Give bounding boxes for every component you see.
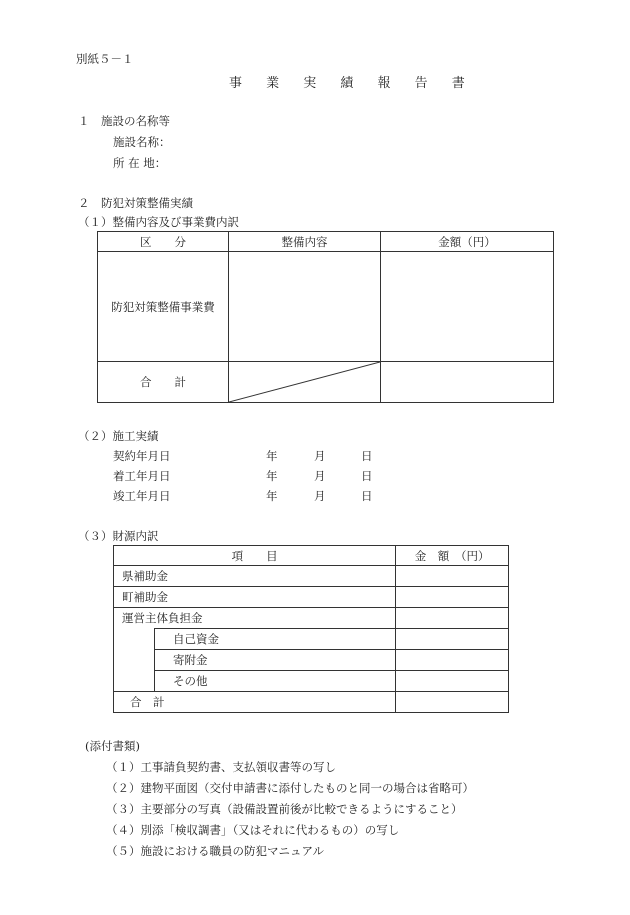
subitem-donations: 寄附金 xyxy=(155,650,396,671)
header-item: 項 目 xyxy=(114,546,396,566)
cell-total-amount xyxy=(381,362,554,403)
contract-year: 年 xyxy=(266,449,278,463)
attachments-heading: (添付書類) xyxy=(85,739,140,753)
contract-month: 月 xyxy=(314,449,326,463)
address-label: 所 在 地： xyxy=(113,156,167,170)
attachment-item: （２）建物平面図（交付申請書に添付したものと同一の場合は省略可） xyxy=(106,781,474,795)
indent-spacer xyxy=(114,629,155,650)
completion-date-label: 竣工年月日 xyxy=(113,489,171,503)
item-town-subsidy: 町補助金 xyxy=(114,587,396,608)
attachment-item: （１）工事請負契約書、支払領収書等の写し xyxy=(106,760,336,774)
amount-other xyxy=(396,671,509,692)
start-month: 月 xyxy=(314,469,326,483)
cell-contents xyxy=(229,252,381,362)
funding-table xyxy=(113,545,509,713)
amount-donations xyxy=(396,650,509,671)
indent-spacer xyxy=(114,671,155,692)
start-date-label: 着工年月日 xyxy=(113,469,171,483)
completion-day: 日 xyxy=(361,489,373,503)
attachment-item: （５）施設における職員の防犯マニュアル xyxy=(106,844,325,858)
amount-own-funds xyxy=(396,629,509,650)
amount-operator-burden xyxy=(396,608,509,629)
amount-town-subsidy xyxy=(396,587,509,608)
item-operator-burden: 運営主体負担金 xyxy=(114,608,396,629)
cost-breakdown-table xyxy=(97,231,554,403)
appendix-label: 別紙５－１ xyxy=(76,52,134,66)
item-prefecture-subsidy: 県補助金 xyxy=(114,566,396,587)
contract-date-label: 契約年月日 xyxy=(113,449,171,463)
diagonal-line xyxy=(229,362,380,402)
document-title: 事 業 実 績 報 告 書 xyxy=(229,76,475,91)
funding-total-label: 合 計 xyxy=(114,692,396,713)
attachment-item: （４）別添「検収調書」（又はそれに代わるもの）の写し xyxy=(106,823,400,837)
header-contents: 整備内容 xyxy=(229,232,381,252)
start-year: 年 xyxy=(266,469,278,483)
subitem-other: その他 xyxy=(155,671,396,692)
header-category: 区 分 xyxy=(98,232,229,252)
header-funding-amount: 金 額 （円） xyxy=(396,546,509,566)
total-label: 合 計 xyxy=(98,362,229,403)
header-amount: 金額（円） xyxy=(381,232,554,252)
section1-heading: １ 施設の名称等 xyxy=(78,114,170,128)
facility-name-label: 施設名称： xyxy=(113,135,171,149)
completion-year: 年 xyxy=(266,489,278,503)
amount-funding-total xyxy=(396,692,509,713)
subsection1-heading: （１）整備内容及び事業費内訳 xyxy=(78,215,239,229)
indent-spacer xyxy=(114,650,155,671)
contract-day: 日 xyxy=(361,449,373,463)
completion-month: 月 xyxy=(314,489,326,503)
section2-heading: ２ 防犯対策整備実績 xyxy=(78,196,193,210)
subsection3-heading: （３）財源内訳 xyxy=(78,529,159,543)
start-day: 日 xyxy=(361,469,373,483)
attachment-item: （３）主要部分の写真（設備設置前後が比較できるようにすること） xyxy=(106,802,463,816)
amount-prefecture-subsidy xyxy=(396,566,509,587)
cell-amount xyxy=(381,252,554,362)
subitem-own-funds: 自己資金 xyxy=(155,629,396,650)
subsection2-heading: （２）施工実績 xyxy=(78,429,159,443)
cell-total-diagonal xyxy=(229,362,381,403)
row-label-security-cost: 防犯対策整備事業費 xyxy=(98,252,229,362)
